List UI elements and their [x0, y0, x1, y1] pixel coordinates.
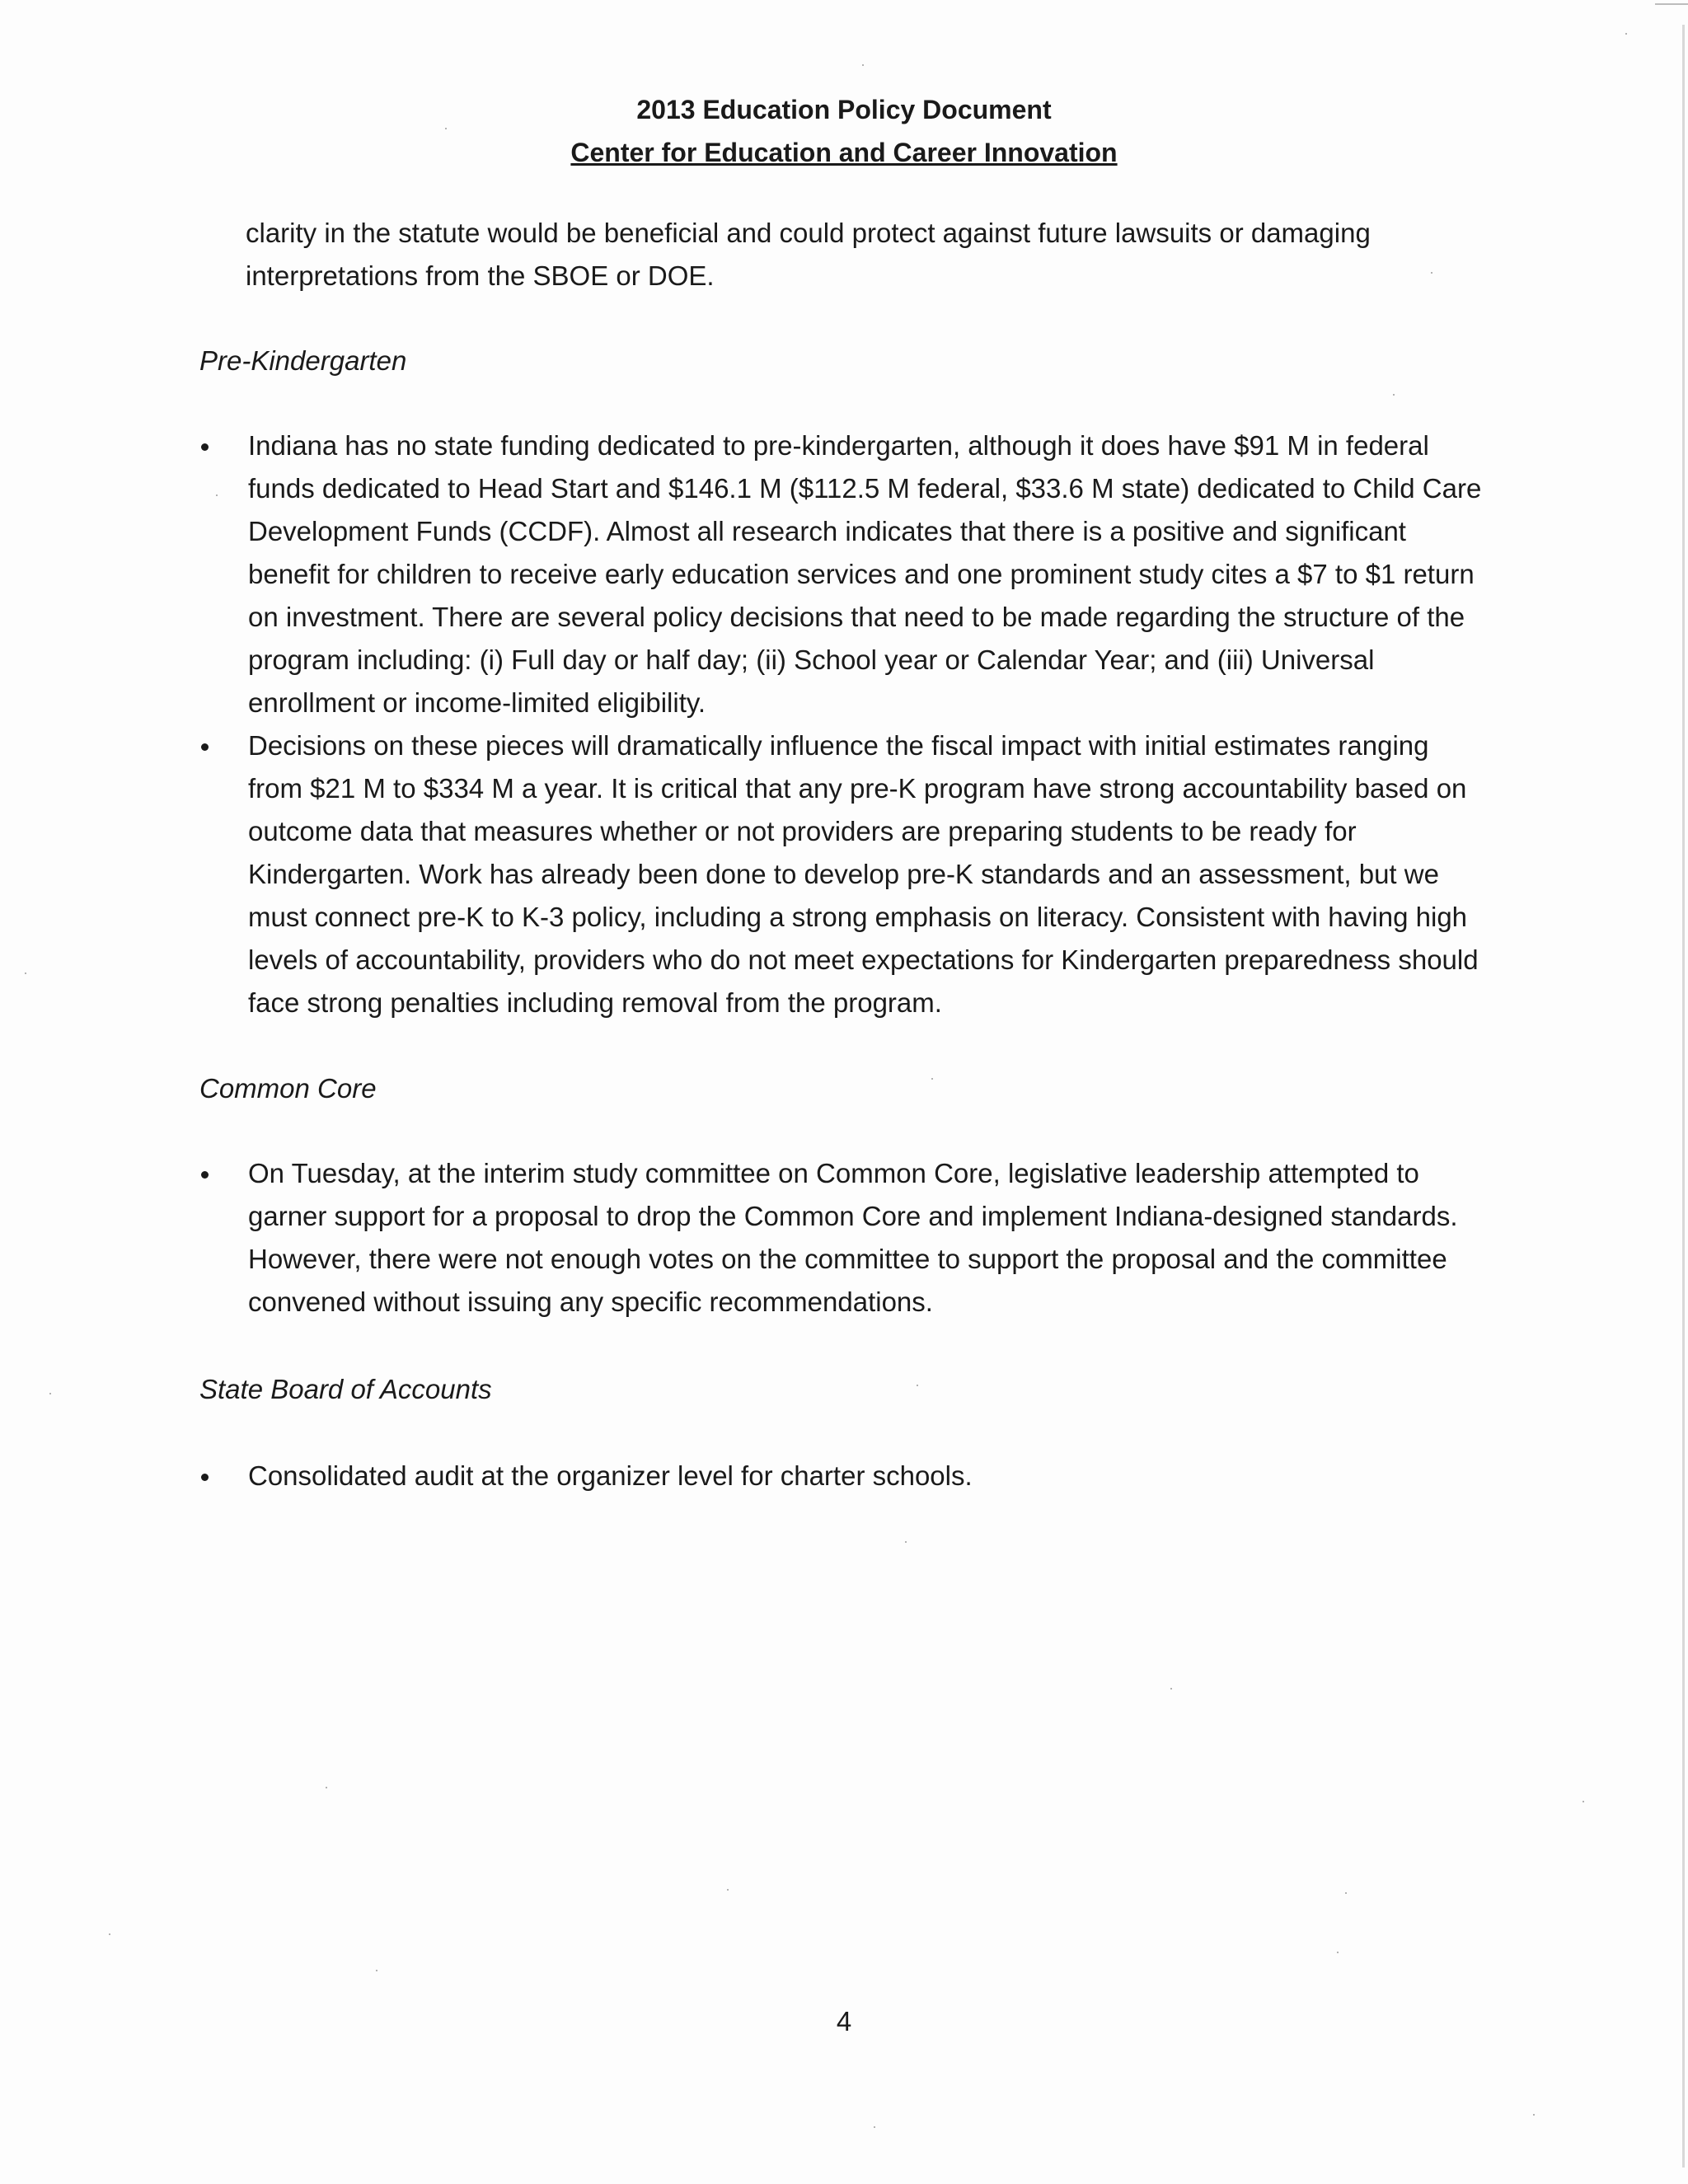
scan-speck [1582, 1801, 1584, 1802]
scan-speck [1533, 2114, 1535, 2116]
scan-speck [862, 64, 864, 66]
section-title-state-board-of-accounts: State Board of Accounts [199, 1374, 492, 1404]
scan-speck [216, 494, 218, 496]
bullet-icon [201, 1171, 209, 1179]
list-item [199, 424, 1485, 724]
bullet-text: Decisions on these pieces will dramatically influence the fiscal impact with initial estimates ranging from $21 M to $334 M a year. It is critical that any pre-K program have strong accountability based on outcome data that measures whether or not providers are preparing students to be ready for Kindergarten. Work has already been done to develop pre-K standards and an assessment, but we must connect pre-K to K-3 policy, including a strong emphasis on literacy. Consistent with having high levels of accountability, providers who do not meet expectations for Kindergarten preparedness should face strong penalties including removal from the program. [248, 730, 1479, 1018]
list-item [199, 1152, 1485, 1324]
page-number: 4 [836, 2006, 852, 2036]
section-title-pre-kindergarten: Pre-Kindergarten [199, 345, 407, 376]
bullet-list-common-core [199, 1152, 1485, 1324]
bullet-text: Consolidated audit at the organizer level for charter schools. [248, 1460, 973, 1491]
bullet-list-pre-kindergarten [199, 424, 1485, 1024]
list-item [199, 724, 1485, 1024]
scan-speck [917, 1385, 918, 1386]
document-subtitle: Center for Education and Career Innovation [570, 138, 1118, 167]
scan-speck [931, 1078, 933, 1080]
scan-edge-mark [1655, 3, 1688, 5]
section-title-common-core: Common Core [199, 1073, 377, 1104]
bullet-list-state-board-of-accounts [199, 1455, 1485, 1497]
scan-speck [326, 1787, 327, 1788]
scan-speck [25, 972, 26, 974]
bullet-icon [201, 743, 209, 751]
bullet-text: On Tuesday, at the interim study committee on Common Core, legislative leadership attempted to garner support for a proposal to drop the Common Core and implement Indiana-designed standards. However, there were not enough votes on the committee to support the proposal and the committee convened without issuing any specific recommendations. [248, 1158, 1458, 1317]
scan-speck [376, 1970, 377, 1971]
scan-speck [1431, 272, 1432, 274]
scan-speck [1170, 1688, 1172, 1690]
scan-speck [727, 1889, 729, 1891]
scan-speck [1625, 33, 1627, 35]
scan-speck [905, 1541, 907, 1543]
bullet-icon [201, 1474, 209, 1481]
scan-speck [1345, 1892, 1347, 1894]
scan-speck [49, 1393, 51, 1394]
document-title: 2013 Education Policy Document [636, 95, 1052, 124]
scan-edge-line [1682, 25, 1685, 2168]
scan-speck [1337, 1952, 1339, 1953]
scan-speck [874, 2126, 875, 2128]
intro-paragraph: clarity in the statute would be beneficial and could protect against future lawsuits or damaging interpretations from the SBOE or DOE. [246, 218, 1371, 291]
scan-speck [109, 1933, 110, 1935]
bullet-icon [201, 443, 209, 451]
scan-speck [445, 128, 447, 129]
scan-speck [1393, 394, 1395, 396]
list-item [199, 1455, 1485, 1497]
bullet-text: Indiana has no state funding dedicated to pre-kindergarten, although it does have $91 M in federal funds dedicated to Head Start and $146.1 M ($112.5 M federal, $33.6 M state) dedicated to Child Care Development Funds (CCDF). Almost all research indicates that there is a positive and significant benefit for children to receive early education services and one prominent study cites a $7 to $1 return on investment. There are several policy decisions that need to be made regarding the structure of the program including: (i) Full day or half day; (ii) School year or Calendar Year; and (iii) Universal enrollment or income-limited eligibility. [248, 430, 1482, 718]
